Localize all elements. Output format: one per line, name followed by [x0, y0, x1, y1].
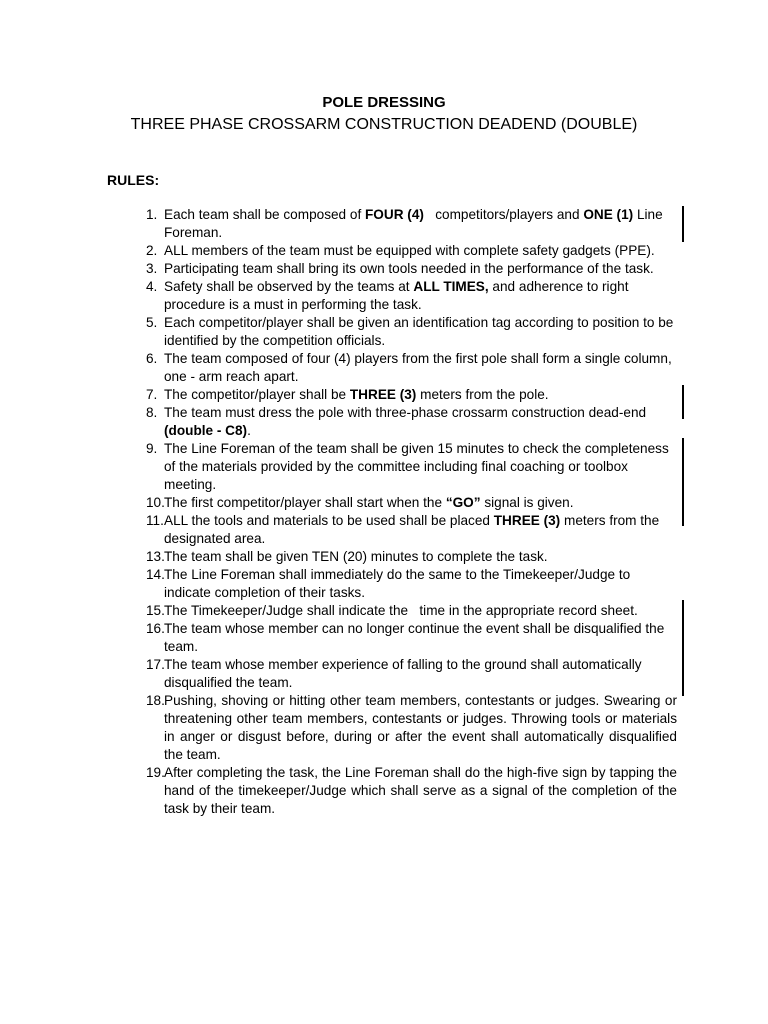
- rule-text-part: Safety shall be observed by the teams at: [164, 279, 414, 294]
- rule-item: [146, 386, 677, 404]
- rule-text-part: competitors/players and: [423, 207, 584, 222]
- rule-item: [146, 656, 677, 692]
- rule-item: [146, 278, 677, 314]
- rule-text-part: Participating team shall bring its own tools needed in the performance of the task.: [164, 261, 654, 276]
- rule-text-part: ALL the tools and materials to be used shall be placed: [164, 513, 494, 528]
- rule-text-part: Each team shall be composed of: [164, 207, 365, 222]
- rule-text: [164, 387, 549, 402]
- rule-item: [146, 602, 677, 620]
- rule-text-part: and adherence to right procedure is a must in performing the task.: [164, 279, 633, 312]
- rules-heading: RULES:: [107, 172, 160, 188]
- rule-number: 2.: [146, 243, 158, 258]
- rule-item: [146, 206, 677, 242]
- rule-text-part: .: [247, 423, 251, 438]
- rule-text-bold: ALL TIMES,: [413, 279, 489, 294]
- rule-text: [164, 441, 673, 492]
- rule-item: [146, 512, 677, 548]
- rule-text-part: Pushing, shoving or hitting other team members, contestants or judges. Swearing or threatening other team members, contestants or judges. Throwing tools or materials in anger or disgust before, during or after the event shall automatically disqualified the team.: [164, 693, 681, 762]
- rule-number: 15.: [146, 603, 165, 618]
- document-subtitle: THREE PHASE CROSSARM CONSTRUCTION DEADEND (DOUBLE): [130, 116, 638, 133]
- rule-number: 8.: [146, 405, 158, 420]
- rules-list: [146, 206, 681, 818]
- rule-text-bold: FOUR (4): [365, 207, 424, 222]
- rule-text-part: The competitor/player shall be: [164, 387, 350, 402]
- rule-text: [164, 405, 650, 438]
- rule-number: 16.: [146, 621, 165, 636]
- rule-text-bold: ONE (1): [583, 207, 634, 222]
- rule-number: 13.: [146, 549, 165, 564]
- rule-text: [164, 279, 632, 312]
- rule-text-bold: THREE (3): [349, 387, 417, 402]
- rule-text-part: signal is given.: [480, 495, 574, 510]
- rule-number: 3.: [146, 261, 158, 276]
- rule-item: [146, 404, 677, 440]
- rule-item: [146, 548, 677, 566]
- rule-number: 5.: [146, 315, 158, 330]
- rule-number: 14.: [146, 567, 165, 582]
- rule-text-part: The team whose member experience of falling to the ground shall automatically disqualified the team.: [164, 657, 646, 690]
- rule-number: 7.: [146, 387, 158, 402]
- rule-item: [146, 566, 677, 602]
- rule-number: 11.: [146, 513, 164, 528]
- rule-number: 6.: [146, 351, 158, 366]
- revision-bar: [682, 438, 684, 526]
- revision-bar: [682, 385, 684, 419]
- rule-item: [146, 350, 677, 386]
- rule-number: 1.: [146, 207, 158, 222]
- rule-item: [146, 260, 677, 278]
- rule-text-part: meters from the pole.: [416, 387, 549, 402]
- rule-text: [164, 657, 645, 690]
- rule-number: 9.: [146, 441, 158, 456]
- rule-text: [164, 603, 638, 618]
- rule-text-part: The Line Foreman of the team shall be given 15 minutes to check the completeness of the materials provided by the committee including final coaching or toolbox meeting.: [164, 441, 673, 492]
- rule-item: [146, 692, 681, 764]
- rule-text-part: The team whose member can no longer continue the event shall be disqualified the team.: [164, 621, 669, 654]
- rule-text-bold: (double - C8): [164, 423, 248, 438]
- rule-number: 4.: [146, 279, 158, 294]
- rule-text-part: Line Foreman.: [164, 207, 667, 240]
- rule-item: [146, 314, 677, 350]
- rule-text-part: ALL members of the team must be equipped with complete safety gadgets (PPE).: [164, 243, 655, 258]
- rule-number: 10.: [146, 495, 165, 510]
- rule-number: 17.: [146, 657, 165, 672]
- rule-text-part: The Line Foreman shall immediately do the same to the Timekeeper/Judge to indicate completion of their tasks.: [164, 567, 634, 600]
- rule-text: [164, 549, 548, 564]
- rule-text: [164, 621, 668, 654]
- rule-text-bold: “GO”: [445, 495, 481, 510]
- rule-item: [146, 764, 681, 818]
- revision-bar: [682, 206, 684, 242]
- rule-text: [164, 243, 655, 258]
- rule-text: [164, 207, 666, 240]
- rule-item: [146, 494, 677, 512]
- rule-text-part: The team shall be given TEN (20) minutes to complete the task.: [164, 549, 548, 564]
- rule-text-part: meters from the designated area.: [164, 513, 663, 546]
- rule-text: [164, 693, 681, 762]
- rule-item: [146, 620, 677, 656]
- rule-number: 19.: [146, 765, 165, 780]
- rule-text-part: After completing the task, the Line Foreman shall do the high-five sign by tapping the hand of the timekeeper/Judge which shall serve as a signal of the completion of the task by their team.: [164, 765, 681, 816]
- document-title: POLE DRESSING: [322, 94, 446, 111]
- rule-text-part: Each competitor/player shall be given an identification tag according to position to be identified by the competition officials.: [164, 315, 678, 348]
- rule-text-part: The first competitor/player shall start when the: [164, 495, 446, 510]
- rule-text-part: The team must dress the pole with three-phase crossarm construction dead-end: [164, 405, 650, 420]
- revision-bar: [682, 600, 684, 696]
- rule-item: [146, 242, 677, 260]
- rule-number: 18.: [146, 693, 165, 708]
- rule-text: [164, 513, 663, 546]
- rule-text-part: The team composed of four (4) players from the first pole shall form a single column, one - arm reach apart.: [164, 351, 676, 384]
- rule-text: [164, 567, 634, 600]
- rule-text-bold: THREE (3): [493, 513, 561, 528]
- rule-text: [164, 315, 677, 348]
- rule-text: [164, 765, 681, 816]
- rule-text: [164, 351, 676, 384]
- rule-text: [164, 261, 654, 276]
- rule-text: [164, 495, 574, 510]
- rule-item: [146, 440, 677, 494]
- rule-text-part: The Timekeeper/Judge shall indicate the time in the appropriate record sheet.: [164, 603, 638, 618]
